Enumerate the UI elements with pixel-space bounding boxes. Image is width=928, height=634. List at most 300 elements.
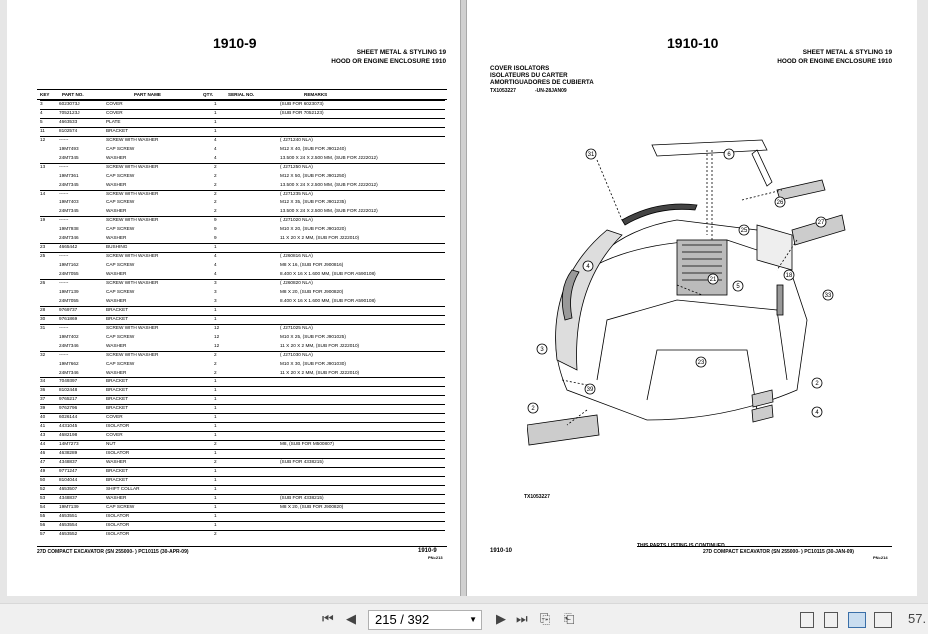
prev-page-icon[interactable]: ◀ [346,611,356,626]
cell-qty: 1 [214,118,217,124]
cell-remarks: M12 X 50, (SUB FOR J901250) [280,172,346,178]
footer-page-number: 1910-10 [490,548,513,554]
two-page-icon[interactable] [848,612,866,628]
cell-key: 44 [40,441,46,447]
cell-name: WASHER [106,235,127,241]
table-row [40,432,445,438]
cell-part: 9762796 [59,405,78,411]
callout-label: 2 [815,381,819,387]
table-row [40,298,445,304]
cell-remarks: 11 X 20 X 2 MM, (SUB FOR J222010) [280,369,360,375]
cell-name: BRACKET [106,378,129,384]
page-title: 1910-9 [213,35,257,51]
cell-part: 19M7493 [59,145,79,151]
exploded-parts-diagram [527,120,857,480]
footer-page-number: 1910-9 [418,548,437,554]
part-26 [777,180,825,200]
row-divider [40,100,445,101]
table-row [40,173,445,179]
cell-key: 46 [40,450,46,456]
cell-part: 4431045 [59,423,78,429]
cell-qty: 1 [214,101,217,106]
cell-name: CAP SCREW [106,145,135,151]
cell-qty: 1 [214,378,217,384]
table-row [40,289,445,295]
cell-part: 4653552 [59,530,78,536]
cell-key: 36 [40,387,46,393]
table-row [40,307,445,313]
cell-name: BRACKET [106,306,129,312]
table-row [40,370,445,376]
cell-remarks: (SUB FOR 7052123) [280,109,324,115]
row-divider [40,252,445,253]
cell-qty: 1 [214,315,217,321]
cell-qty: 2 [214,181,217,187]
cell-part: 19M7139 [59,288,79,294]
footer-rule [37,546,447,547]
cell-qty: 4 [214,145,217,151]
cell-key: 49 [40,467,46,473]
row-divider [40,413,445,414]
row-divider [40,386,445,387]
cell-qty: 4 [214,154,217,160]
cell-name: CAP SCREW [106,333,135,339]
table-row [40,155,445,161]
table-row [40,387,445,393]
cell-name: WASHER [106,459,127,464]
cell-part: 14M7273 [59,441,79,447]
cell-part: 6026144 [59,414,78,420]
footer-code: PN=213 [428,555,443,560]
cell-remarks: M12 X 35, (SUB FOR J901235) [280,199,346,205]
row-divider [40,118,445,119]
cell-part: 19M7162 [59,262,79,268]
callout-label: 33 [824,293,832,299]
table-row [40,146,445,152]
part-2 [752,390,773,407]
cell-remarks: 11 X 20 X 2 MM, (SUB FOR J222010) [280,342,360,348]
cell-qty: 1 [214,432,217,438]
cell-name: WASHER [106,494,127,500]
table-row [40,504,445,510]
cell-qty: 2 [214,530,217,536]
row-divider [40,494,445,495]
cell-name: BUSHING [106,244,128,250]
cell-key: 40 [40,414,46,420]
cell-part: 8102448 [59,387,78,393]
cell-name: BRACKET [106,127,129,133]
cell-name: WASHER [106,342,127,348]
cell-name: ISOLATOR [106,512,130,518]
cell-part: 4653551 [59,512,78,518]
row-divider [40,190,445,191]
callout-label: 4 [586,264,590,270]
cell-key: 43 [40,432,46,438]
table-row [40,423,445,429]
cell-part: 24M7346 [59,342,79,348]
cell-remarks: ( J260816 NLA) [280,253,313,259]
row-divider [40,163,445,164]
table-row [40,137,445,143]
side-bar [752,150,772,186]
cell-part: 24M7345 [59,181,79,187]
cell-key: 26 [40,280,46,285]
strip-31 [622,204,697,225]
callout-label: 5 [736,284,740,290]
cell-qty: 2 [214,208,217,214]
row-divider [40,458,445,459]
cell-remarks: (SUB FOR 4338215) [280,459,324,464]
cell-qty: 1 [214,387,217,393]
table-row [40,378,445,384]
chevron-down-icon: ▼ [469,615,477,624]
cell-qty: 9 [214,235,217,241]
caption-fr: ISOLATEURS DU CARTER [490,72,568,79]
cell-name: SCREW WITH WASHER [106,253,159,259]
cell-qty: 9 [214,226,217,232]
cell-key: 11 [40,127,45,133]
cell-part: 19M7662 [59,360,79,366]
table-row [40,262,445,268]
cell-part: ------ [59,351,69,357]
callout-label: 4 [815,410,819,416]
left-page [7,0,460,596]
cell-part: ------ [59,190,69,196]
cell-key: 5 [40,118,43,124]
cell-name: BRACKET [106,396,129,402]
cell-part: 19M7139 [59,503,79,509]
cell-remarks: M8, (SUB FOR M500807) [280,441,334,447]
cell-part: ------ [59,280,69,285]
row-divider [40,351,445,352]
cell-qty: 2 [214,190,217,196]
next-page-icon[interactable]: ▶ [496,611,506,626]
cell-qty: 1 [214,423,217,429]
go-back-icon[interactable]: ⎘ [540,611,551,626]
callout-label: 6 [727,152,731,158]
cell-qty: 1 [214,467,217,473]
ref-code: TX1053227 [490,88,516,94]
grille [677,240,727,295]
ref-date: -UN-28JAN09 [535,88,567,94]
cell-part: 7052123J [59,109,80,115]
cell-name: WASHER [106,208,127,214]
cell-name: BRACKET [106,315,129,321]
row-divider [40,530,445,531]
cell-qty: 2 [214,360,217,366]
table-row [40,164,445,170]
cell-remarks: 13.500 X 24 X 2.500 MM, (SUB FOR J222012) [280,181,378,187]
cell-key: 30 [40,315,46,321]
table-row [40,191,445,197]
cell-name: CAP SCREW [106,226,135,232]
cell-qty: 1 [214,109,217,115]
cell-part: 7049397 [59,378,78,384]
cell-qty: 3 [214,297,217,303]
cell-qty: 4 [214,253,217,259]
cell-key: 25 [40,253,46,259]
cell-part: 8102574 [59,127,78,133]
cell-remarks: (SUB FOR 4338215) [280,494,324,500]
table-row [40,459,445,465]
last-page-icon[interactable]: ⏭ [516,611,528,626]
cell-name: COVER [106,101,123,106]
cell-part: 4665442 [59,244,78,250]
cell-name: SCREW WITH WASHER [106,190,159,196]
table-row [40,352,445,358]
table-row [40,334,445,340]
single-page-icon[interactable] [800,612,814,628]
cell-part: 24M7346 [59,369,79,375]
cell-remarks: M10 X 25, (SUB FOR J901025) [280,333,346,339]
callout-label: 31 [587,152,595,158]
cell-remarks: ( J271020 NLA) [280,217,313,223]
cell-name: ISOLATOR [106,423,130,429]
cell-remarks: ( J271250 NLA) [280,163,313,169]
table-row [40,217,445,223]
cell-key: 28 [40,306,46,312]
table-row [40,316,445,322]
cell-part: 9765217 [59,396,78,402]
caption-en: COVER ISOLATORS [490,65,550,72]
cell-key: 13 [40,163,46,169]
cell-name: SCREW WITH WASHER [106,280,159,285]
cell-name: COVER [106,414,123,420]
cell-key: 47 [40,459,46,464]
table-row [40,513,445,519]
cell-name: COVER [106,432,123,438]
cell-part: 4682198 [59,432,78,438]
row-divider [40,377,445,378]
table-row [40,450,445,456]
cell-key: 37 [40,396,46,402]
cell-qty: 1 [214,512,217,518]
cell-name: COVER [106,109,123,115]
table-row [40,361,445,367]
subsection-heading: HOOD OR ENGINE ENCLOSURE 1910 [331,58,446,65]
cell-qty: 1 [214,306,217,312]
cell-part: 19M7938 [59,226,79,232]
cell-name: SCREW WITH WASHER [106,217,159,223]
cell-part: 4663533 [59,118,78,124]
cell-name: PLATE [106,118,121,124]
cell-name: WASHER [106,271,127,277]
zoom-level[interactable]: 57. [908,611,927,626]
row-divider [40,467,445,468]
cell-remarks: 8.400 X 16 X 1.600 MM, (SUB FOR A590108) [280,271,376,277]
table-row [40,531,445,537]
cell-name: ISOLATOR [106,450,130,456]
cell-remarks: M10 X 20, (SUB FOR J901020) [280,226,346,232]
cell-remarks: M8 X 20, (SUB FOR J900820) [280,503,344,509]
cell-name: SCREW WITH WASHER [106,351,159,357]
part-2-pad [527,415,599,445]
row-divider [40,136,445,137]
row-divider [40,440,445,441]
page-display: 215 / 392 [375,612,430,627]
table-row [40,271,445,277]
callout-label: 2 [531,406,535,412]
callout-label: 26 [776,200,784,206]
cell-key: 41 [40,423,46,429]
cell-key: 34 [40,378,46,384]
cell-name: SCREW WITH WASHER [106,324,159,330]
cell-part: 9769737 [59,306,78,312]
callout-label: 23 [697,360,705,366]
cell-remarks: M8 X 20, (SUB FOR J900820) [280,288,344,294]
row-divider [40,485,445,486]
cell-qty: 2 [214,351,217,357]
viewer-toolbar [0,603,928,634]
callout-label: 21 [709,277,717,283]
table-row [40,182,445,188]
row-divider [40,449,445,450]
first-page-icon[interactable]: ⏮ [322,611,334,626]
cell-qty: 12 [214,333,220,339]
table-row [40,128,445,134]
cell-name: SCREW WITH WASHER [106,136,159,142]
cell-qty: 2 [214,199,217,205]
cell-qty: 1 [214,244,217,250]
cell-name: CAP SCREW [106,503,135,509]
table-row [40,325,445,331]
cell-key: 31 [40,324,46,330]
cell-remarks: ( J260820 NLA) [280,280,313,285]
row-divider [40,243,445,244]
cell-remarks: M8 X 16, (SUB FOR J900816) [280,262,344,268]
row-divider [40,476,445,477]
cell-qty: 2 [214,441,217,447]
continuous-icon[interactable] [824,612,838,628]
row-divider [40,324,445,325]
cell-key: 54 [40,503,46,509]
cell-qty: 1 [214,503,217,509]
cell-remarks: ( J271030 NLA) [280,351,313,357]
col-part-name: PART NAME [134,92,161,97]
cell-name: CAP SCREW [106,288,135,294]
cell-key: 39 [40,405,46,411]
cell-name: WASHER [106,297,127,303]
footer-model: 27D COMPACT EXCAVATOR (SN 255000- ) PC10115 (30-JAN-09) [703,549,854,555]
cell-remarks: (SUB FOR 6023073) [280,101,324,106]
cell-remarks: ( J271025 NLA) [280,324,313,330]
col-part-no: PART NO. [62,92,84,97]
cell-part: 9771247 [59,467,78,473]
table-row [40,226,445,232]
cell-qty: 1 [214,494,217,500]
row-divider [40,315,445,316]
cell-remarks: ( J271235 NLA) [280,190,313,196]
cell-part: 19M7403 [59,199,79,205]
cell-qty: 2 [214,172,217,178]
cell-name: ISOLATOR [106,530,130,536]
page-selector[interactable] [368,610,482,630]
callout-label: 25 [740,228,748,234]
row-divider [40,512,445,513]
row-divider [40,431,445,432]
cell-part: ------ [59,217,69,223]
cell-part: 24M7345 [59,208,79,214]
callout-label: 39 [586,387,594,393]
section-heading: SHEET METAL & STYLING 19 [356,49,446,56]
cell-name: ISOLATOR [106,521,130,527]
go-forward-icon[interactable]: ⎗ [564,611,575,626]
cell-key: 3 [40,101,43,106]
two-page-continuous-icon[interactable] [874,612,892,628]
cell-remarks: 13.500 X 24 X 2.500 MM, (SUB FOR J222012) [280,208,378,214]
col-qty: QTY. [203,92,214,97]
cell-qty: 1 [214,127,217,133]
cell-qty: 4 [214,262,217,268]
header-rule [37,89,447,90]
row-divider [40,306,445,307]
table-row [40,110,445,116]
cell-qty: 1 [214,485,217,491]
cell-qty: 1 [214,450,217,456]
footer-code: PN=214 [873,555,888,560]
cell-qty: 2 [214,163,217,169]
table-row [40,235,445,241]
cell-part: 24M7346 [59,235,79,241]
table-row [40,522,445,528]
section-heading: SHEET METAL & STYLING 19 [802,49,892,56]
cell-key: 32 [40,351,46,357]
table-row [40,414,445,420]
cell-part: 9761869 [59,315,78,321]
caption-es: AMORTIGUADORES DE CUBIERTA [490,79,594,86]
cell-part: 4653554 [59,521,78,527]
table-row [40,486,445,492]
cell-remarks: 11 X 20 X 2 MM, (SUB FOR J222010) [280,235,360,241]
cell-name: CAP SCREW [106,262,135,268]
table-row [40,343,445,349]
col-remarks: REMARKS [304,92,328,97]
cell-remarks: M12 X 40, (SUB FOR J901240) [280,145,346,151]
cell-name: SHIFT COLLAR [106,485,140,491]
cell-name: CAP SCREW [106,172,135,178]
table-row [40,199,445,205]
cell-qty: 1 [214,396,217,402]
cell-name: BRACKET [106,387,129,393]
enclosure-floor [597,300,787,380]
callout-label: 27 [817,220,825,226]
cell-qty: 4 [214,136,217,142]
cell-part: ------ [59,136,69,142]
cell-part: 4348837 [59,459,78,464]
row-divider [40,109,445,110]
cell-key: 52 [40,485,46,491]
cell-part: 24M7055 [59,297,79,303]
top-bar [652,140,767,156]
table-row [40,441,445,447]
continued-note: THIS PARTS LISTING IS CONTINUED [637,543,725,549]
table-row [40,280,445,286]
part-18 [777,285,783,315]
table-row [40,101,445,107]
cell-part: 8104044 [59,476,78,482]
cell-name: WASHER [106,154,127,160]
cell-qty: 9 [214,217,217,223]
figure-id: TX1053227 [524,494,550,500]
cell-remarks: ( J271240 NLA) [280,136,313,142]
cell-qty: 1 [214,405,217,411]
cell-key: 12 [40,136,46,142]
cell-qty: 12 [214,324,220,330]
cell-key: 50 [40,476,46,482]
cell-key: 19 [40,217,46,223]
cell-part: 19M7402 [59,333,79,339]
right-page [467,0,917,596]
